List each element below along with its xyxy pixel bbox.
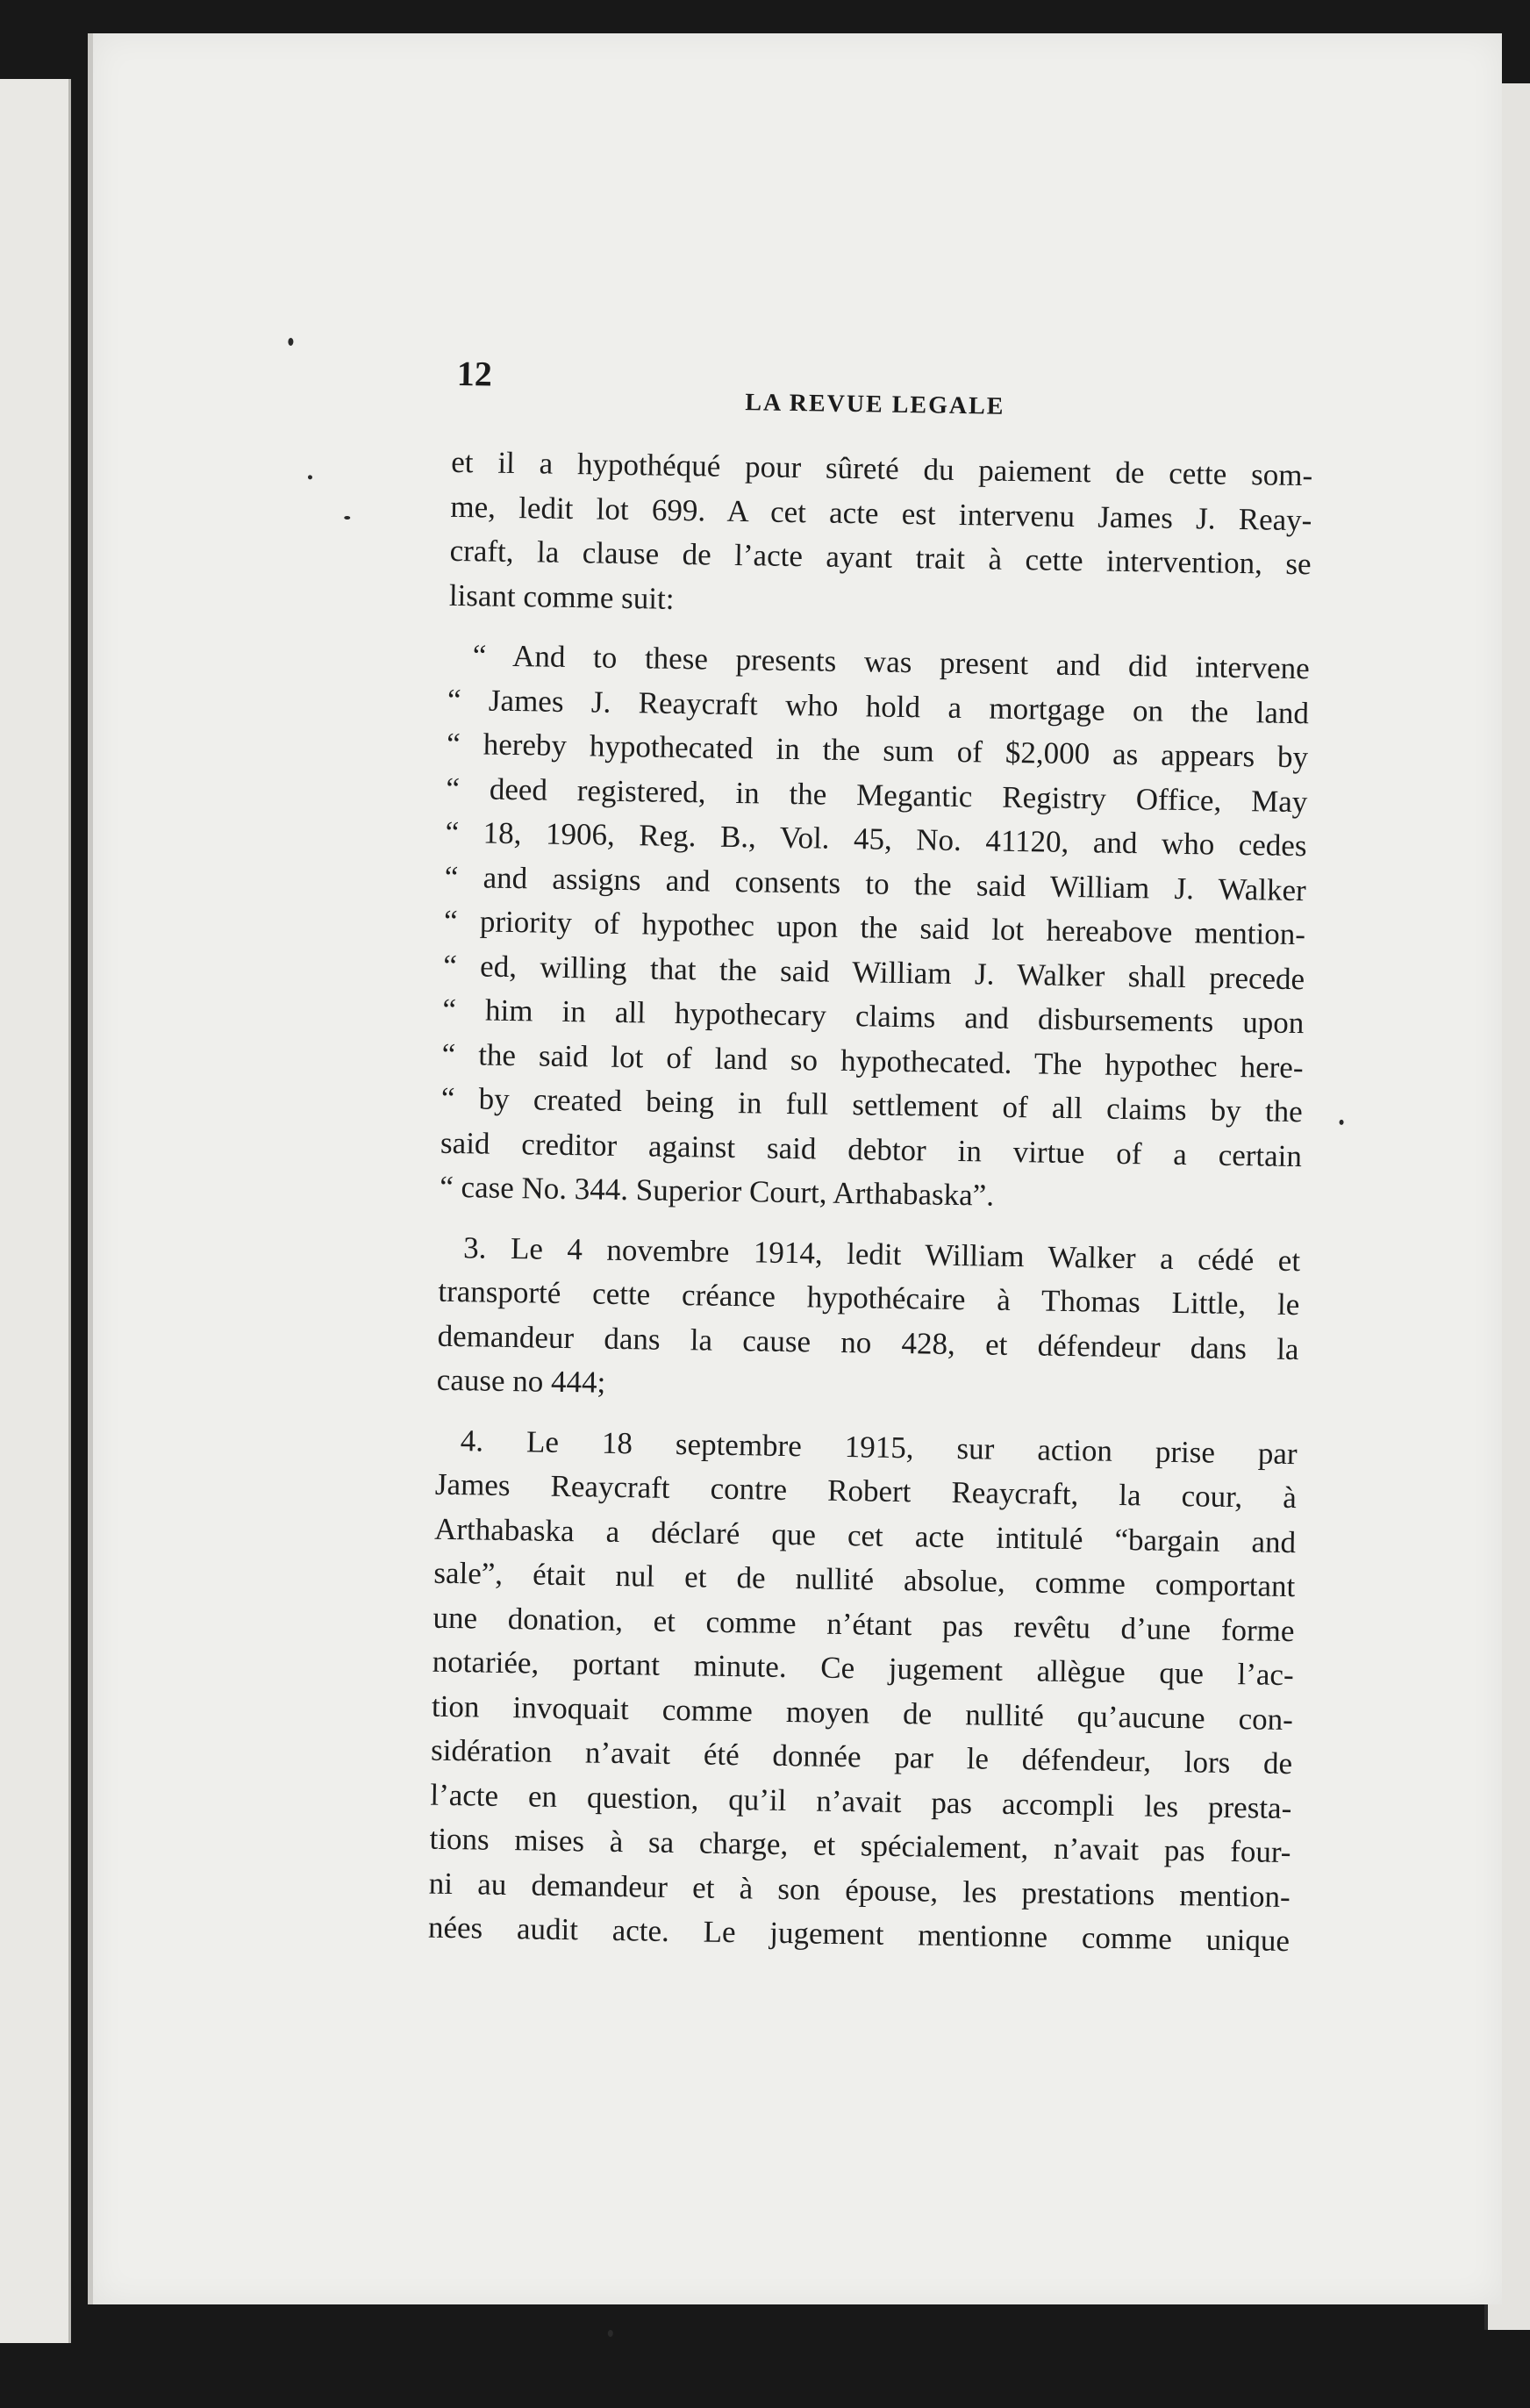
text-line: cause no 444; — [436, 1362, 606, 1400]
text-line: me, ledit lot 699. A cet acte est intervenu James J. Reay- — [450, 489, 1312, 537]
text-line: “ ed, willing that the said William J. Walker shall precede — [442, 948, 1305, 996]
text-line: sidération n’avait été donnée par le défendeur, lors de — [430, 1732, 1293, 1781]
text-line: lisant comme suit: — [448, 577, 675, 616]
text-line: tion invoquait comme moyen de nullité qu’aucune con- — [431, 1688, 1294, 1737]
previous-page-edge — [0, 79, 71, 2343]
text-line: “ hereby hypothecated in the sum of $2,000 as appears by — [446, 726, 1309, 775]
text-line: said creditor against said debtor in virtue of a certain — [440, 1125, 1303, 1173]
paragraph-4 — [428, 1418, 1298, 1963]
text-line: l’acte en question, qu’il n’avait pas accompli les presta- — [430, 1777, 1292, 1825]
text-line: Arthabaska a déclaré que cet acte intitulé “bargain and — [433, 1511, 1297, 1559]
scan-speck — [608, 2330, 613, 2337]
text-line: “ the said lot of land so hypothecated. The hypothec here- — [441, 1036, 1304, 1085]
body-text — [428, 441, 1313, 1964]
text-line: “ And to these presents was present and did intervene — [472, 638, 1311, 686]
text-line: “ 18, 1906, Reg. B., Vol. 45, No. 41120, and who cedes — [445, 814, 1307, 864]
text-line: “ and assigns and consents to the said William J. Walker — [444, 859, 1307, 907]
text-line: une donation, et comme n’étant pas revêtu d’une forme — [433, 1600, 1295, 1648]
text-line: transporté cette créance hypothécaire à Thomas Little, le — [438, 1273, 1300, 1322]
paragraph-3 — [436, 1225, 1300, 1415]
paragraph-intro — [448, 441, 1312, 631]
text-line: “ by created being in full settlement of all claims by the — [440, 1080, 1304, 1129]
text-line: sale”, était nul et de nullité absolue, comme comportant — [433, 1555, 1296, 1604]
text-line: 4. Le 18 septembre 1915, sur action prise par — [460, 1423, 1298, 1471]
scan-speck — [344, 516, 350, 520]
running-head: LA REVUE LEGALE — [745, 389, 1005, 420]
text-line: et il a hypothéqué pour sûreté du paiement de cette som- — [450, 444, 1313, 493]
text-line: “ deed registered, in the Megantic Registry Office, May — [446, 770, 1308, 819]
text-line: “ him in all hypothecary claims and disbursements upon — [442, 992, 1305, 1041]
text-line: “ James J. Reaycraft who hold a mortgage on the land — [447, 682, 1310, 730]
text-line: craft, la clause de l’acte ayant trait à cette intervention, se — [449, 533, 1312, 582]
book-page — [88, 33, 1502, 2304]
text-line: ni au demandeur et à son épouse, les prestations mention- — [428, 1866, 1291, 1914]
scan-speck — [288, 338, 293, 346]
paragraph-quote — [440, 634, 1310, 1223]
text-line: James Reaycraft contre Robert Reaycraft, la cour, à — [434, 1466, 1298, 1516]
text-line: demandeur dans la cause no 428, et défendeur dans la — [437, 1318, 1299, 1366]
text-line: “ priority of hypothec upon the said lot hereabove mention- — [443, 903, 1306, 952]
text-line: “ case No. 344. Superior Court, Arthabaska”. — [439, 1169, 995, 1213]
text-line: tions mises à sa charge, et spécialement, n’avait pas four- — [429, 1821, 1291, 1870]
page-content — [57, 22, 1501, 2315]
text-line: notariée, portant minute. Ce jugement allègue que l’ac- — [432, 1644, 1294, 1693]
text-line: nées audit acte. Le jugement mentionne comme unique — [427, 1910, 1290, 1959]
page-number: 12 — [456, 353, 493, 394]
scan-speck — [308, 475, 312, 479]
text-line: 3. Le 4 novembre 1914, ledit William Walker a cédé et — [462, 1229, 1301, 1278]
scan-speck — [1340, 1120, 1344, 1125]
